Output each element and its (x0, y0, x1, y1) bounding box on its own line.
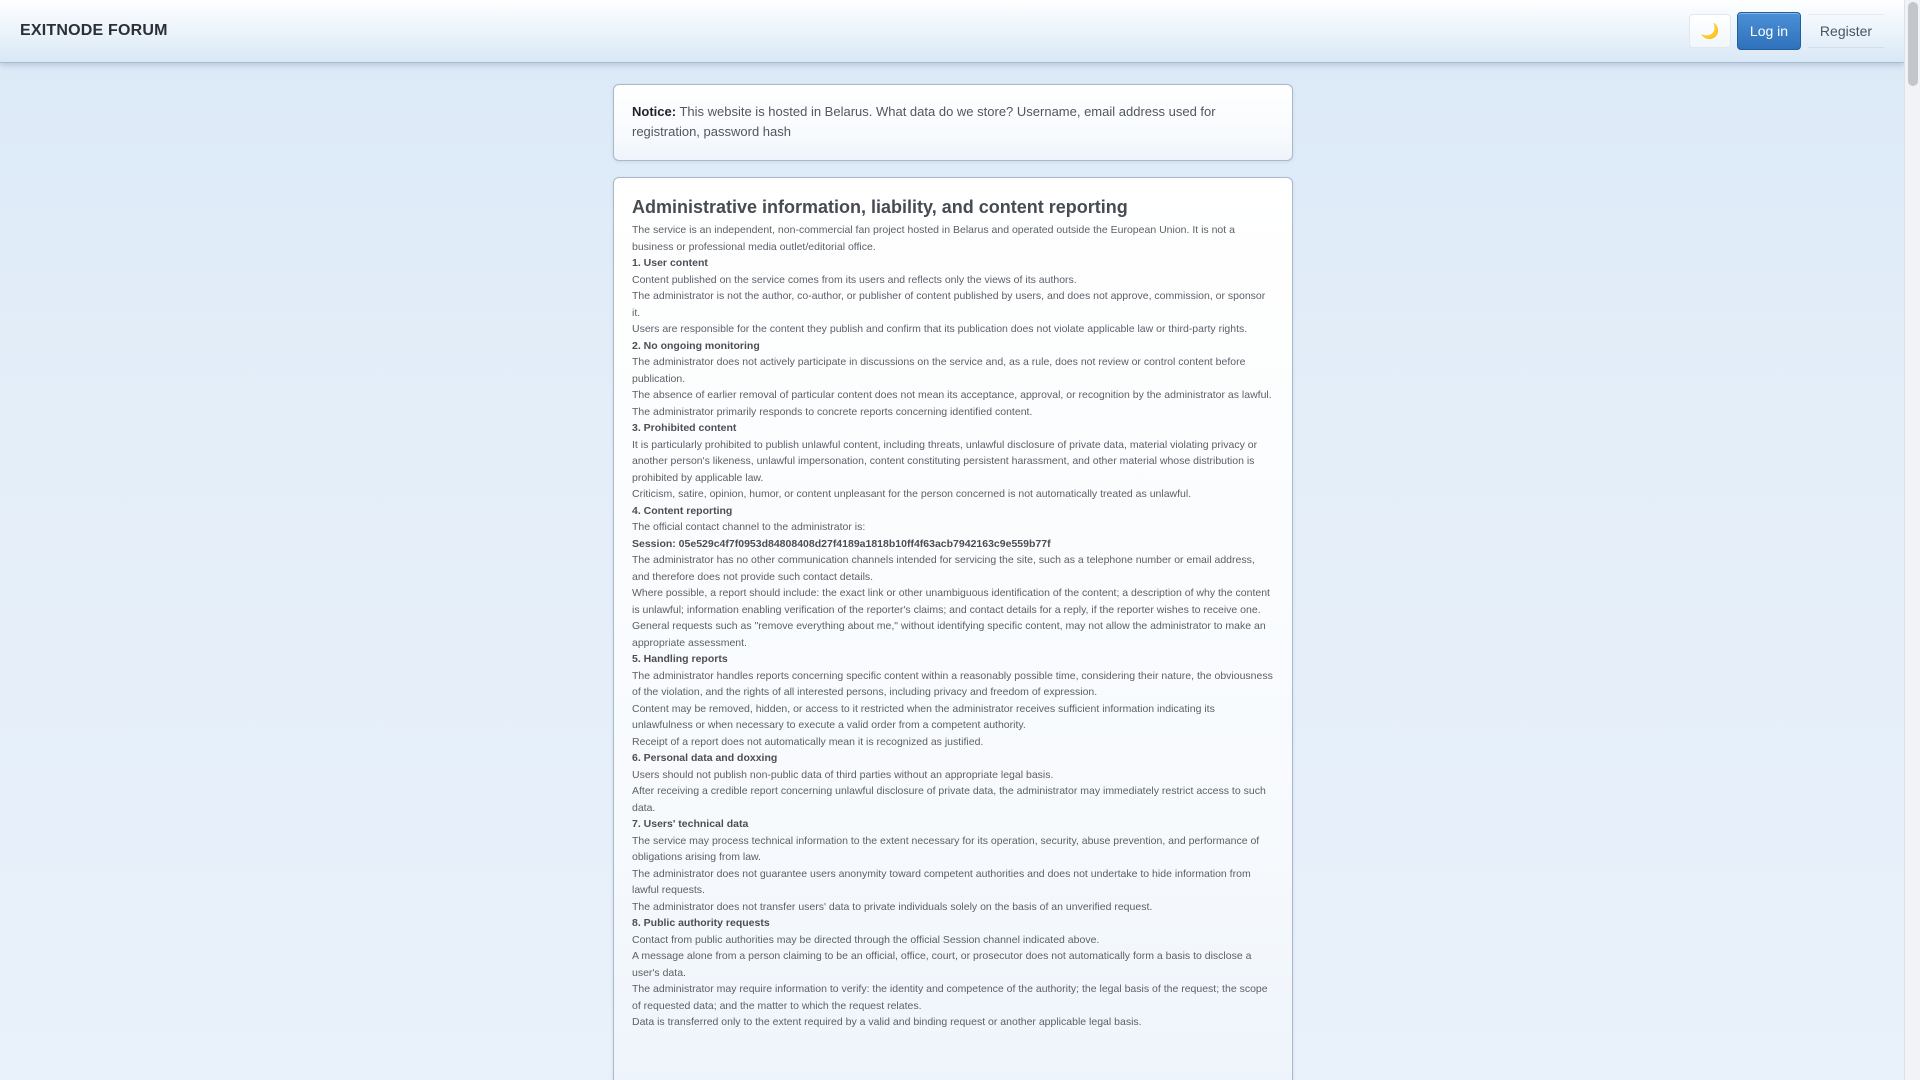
terms-section-heading: 8. Public authority requests (632, 917, 770, 929)
vertical-scrollbar[interactable] (1904, 0, 1920, 1080)
scrollbar-thumb[interactable] (1908, 2, 1918, 86)
moon-icon: 🌙 (1700, 23, 1720, 40)
terms-paragraph: The administrator does not actively participate in discussions on the service and, as a rule, does not review or control content before publication. (632, 356, 1246, 385)
terms-paragraph: Content published on the service comes from its users and reflects only the views of its authors. (632, 273, 1077, 286)
notice-panel (613, 84, 1293, 161)
terms-paragraph: General requests such as "remove everything about me," without identifying specific content, may not allow the administrator to make an appropriate assessment. (632, 620, 1266, 649)
notice-label: Notice: (632, 104, 677, 119)
site-brand[interactable]: EXITNODE FORUM (20, 22, 168, 39)
terms-paragraph: The administrator handles reports concerning specific content within a reasonably possible time, considering their nature, the obviousness of the violation, and the rights of all interested persons, including privacy and freedom of expression. (632, 669, 1273, 698)
terms-paragraph: The official contact channel to the administrator is: (632, 521, 866, 533)
terms-paragraph: The administrator has no other communication channels intended for servicing the site, such as a telephone number or email address, and therefore does not provide such contact details. (632, 554, 1255, 583)
terms-paragraph: Criticism, satire, opinion, humor, or content unpleasant for the person concerned is not automatically treated as unlawful. (632, 488, 1192, 500)
terms-paragraph: The service may process technical information to the extent necessary for its operation, security, abuse prevention, and performance of obligations arising from law. (632, 834, 1260, 863)
terms-paragraph: Where possible, a report should include: the exact link or other unambiguous identification of the content; a description of why the content is unlawful; information enabling verification of the reporter's claims; and contact details for a reply, if the reporter wishes to receive one. (632, 587, 1270, 616)
register-button[interactable]: Register (1808, 14, 1884, 48)
terms-paragraph: Data is transferred only to the extent required by a valid and binding request or another applicable legal basis. (632, 1016, 1142, 1028)
login-button[interactable]: Log in (1737, 12, 1801, 50)
theme-toggle-button[interactable] (1689, 14, 1731, 48)
terms-body (632, 222, 1274, 1031)
top-navbar (0, 0, 1904, 63)
terms-title: Administrative information, liability, and content reporting (632, 197, 1128, 217)
terms-section-heading: 6. Personal data and doxxing (632, 752, 778, 764)
terms-section-heading: 2. No ongoing monitoring (632, 339, 760, 352)
notice-text: This website is hosted in Belarus. What data do we store? Username, email address used for registration, password hash (632, 104, 1216, 139)
terms-section-heading: 7. Users' technical data (632, 818, 749, 830)
terms-section-heading: 4. Content reporting (632, 504, 733, 517)
terms-paragraph: Users should not publish non-public data of third parties without an appropriate legal basis. (632, 768, 1054, 781)
terms-paragraph: The administrator primarily responds to concrete reports concerning identified content. (632, 405, 1033, 418)
terms-paragraph: After receiving a credible report concerning unlawful disclosure of private data, the administrator may immediately restrict access to such data. (632, 785, 1266, 814)
terms-paragraph: The administrator is not the author, co-author, or publisher of content published by users, and does not approve, commission, or sponsor it. (632, 290, 1266, 319)
terms-paragraph: The administrator does not guarantee users anonymity toward competent authorities and does not undertake to hide information from lawful requests. (632, 867, 1251, 896)
terms-paragraph: A message alone from a person claiming to be an official, office, court, or prosecutor does not automatically form a basis to disclose a user's data. (632, 950, 1252, 979)
terms-paragraph: The administrator does not transfer users' data to private individuals solely on the basis of an unverified request. (632, 900, 1153, 913)
terms-paragraph: Contact from public authorities may be directed through the official Session channel indicated above. (632, 933, 1100, 946)
terms-paragraph: Content may be removed, hidden, or access to it restricted when the administrator receives sufficient information indicating its unlawfulness or when necessary to execute a valid order from a competent authority. (632, 702, 1215, 731)
terms-paragraph: The absence of earlier removal of particular content does not mean its acceptance, approval, or recognition by the administrator as lawful. (632, 389, 1272, 401)
session-contact-id: Session: 05e529c4f7f0953d84808408d27f4189a1818b10ff4f63acb7942163c9e559b77f (632, 537, 1051, 550)
terms-section-heading: 5. Handling reports (632, 653, 728, 665)
terms-section-heading: 1. User content (632, 257, 708, 269)
terms-paragraph: It is particularly prohibited to publish unlawful content, including threats, unlawful disclosure of private data, material violating privacy or another person's likeness, unlawful impersonation, content constituting persistent harassment, and other material whose distribution is prohibited by applicable law. (632, 438, 1258, 484)
terms-paragraph: Receipt of a report does not automatically mean it is recognized as justified. (632, 735, 984, 748)
terms-panel (613, 177, 1293, 1080)
terms-paragraph: The administrator may require information to verify: the identity and competence of the authority; the legal basis of the request; the scope of requested data; and the matter to which the request relates. (632, 983, 1268, 1012)
terms-paragraph: The service is an independent, non-commercial fan project hosted in Belarus and operated outside the European Union. It is not a business or professional media outlet/editorial office. (632, 224, 1235, 253)
terms-section-heading: 3. Prohibited content (632, 422, 737, 434)
terms-paragraph: Users are responsible for the content they publish and confirm that its publication does not violate applicable law or third-party rights. (632, 323, 1248, 335)
